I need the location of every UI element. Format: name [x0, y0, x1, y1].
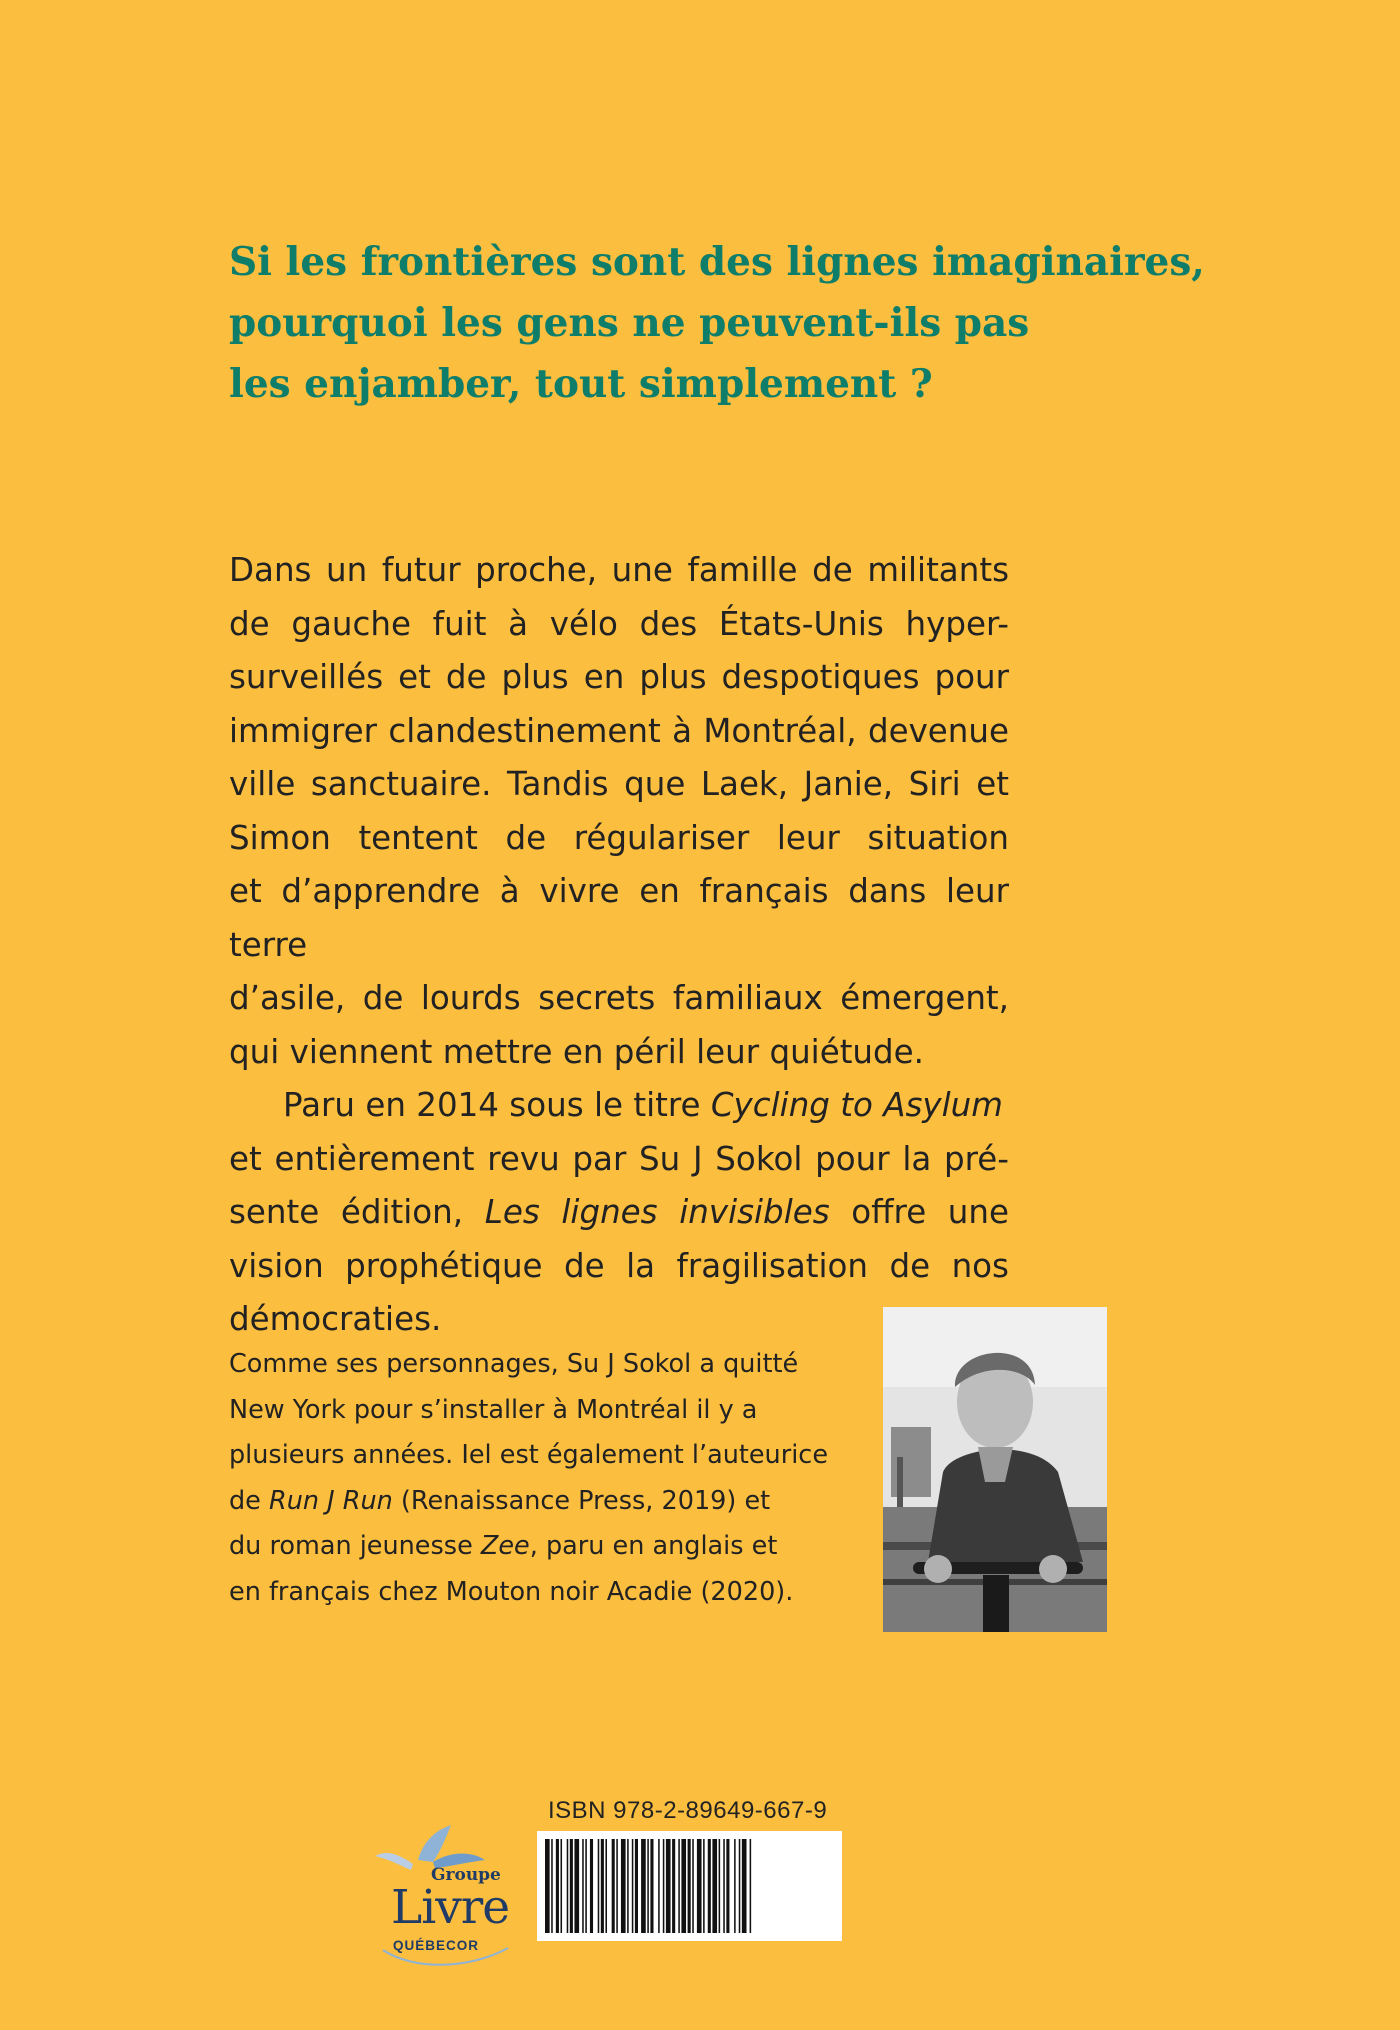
bio-line: [229, 1524, 839, 1570]
synopsis-line: démocraties.: [229, 1300, 442, 1338]
barcode-bar: [666, 1839, 671, 1933]
barcode-bar: [598, 1839, 600, 1933]
barcode-bar: [647, 1839, 649, 1933]
synopsis-line: Dans un futur proche, une famille de militants: [229, 551, 1009, 589]
barcode-bar: [561, 1839, 563, 1933]
barcode: [537, 1831, 842, 1941]
barcode-bar: [585, 1839, 587, 1933]
barcode-bar: [692, 1839, 694, 1933]
tagline: [229, 232, 1229, 415]
original-title: Cycling to Asylum: [710, 1086, 1003, 1124]
synopsis-line: vision prophétique de la fragilisation de nos: [229, 1246, 1009, 1285]
barcode-bar: [708, 1839, 711, 1933]
logo-quebecor-text: QUÉBECOR: [393, 1938, 480, 1953]
isbn-label: ISBN 978-2-89649-667-9: [548, 1797, 828, 1824]
publisher-logo: [373, 1820, 523, 1970]
synopsis-line: Simon tentent de régulariser leur situation: [229, 818, 1009, 857]
barcode-bar: [570, 1839, 573, 1933]
barcode-bar: [658, 1839, 660, 1933]
barcode-bar: [750, 1839, 752, 1933]
text-run: (Renaissance Press, 2019) et: [392, 1485, 771, 1516]
barcode-bar: [551, 1839, 553, 1933]
synopsis-line: surveillés et de plus en plus despotiques pour: [229, 658, 1009, 696]
barcode-bar: [616, 1839, 618, 1933]
bio-line: [229, 1479, 839, 1525]
barcode-bar: [556, 1839, 559, 1933]
barcode-bar: [697, 1839, 702, 1933]
barcode-bar: [612, 1839, 615, 1933]
logo-livre-text: Livre: [391, 1880, 510, 1935]
synopsis-line: de gauche fuit à vélo des États-Unis hyper-: [229, 604, 1009, 643]
barcode-bar: [681, 1839, 686, 1933]
barcode-bar: [621, 1839, 626, 1933]
bio-line: en français chez Mouton noir Acadie (2020).: [229, 1576, 794, 1607]
synopsis-line: [229, 1079, 1009, 1133]
synopsis-line: et d’apprendre à vivre en français dans leur terre: [229, 872, 1009, 964]
barcode-bar: [567, 1839, 569, 1933]
synopsis-line: immigrer clandestinement à Montréal, devenue: [229, 711, 1009, 750]
tagline-line: pourquoi les gens ne peuvent-ils pas: [229, 300, 1030, 346]
text-run: du roman jeunesse: [229, 1531, 481, 1561]
barcode-bar: [688, 1839, 691, 1933]
barcode-bar: [650, 1839, 653, 1933]
barcode-bar: [605, 1839, 607, 1933]
book-title: Run J Run: [268, 1485, 393, 1516]
barcode-bar: [574, 1839, 579, 1933]
barcode-bar: [641, 1839, 646, 1933]
synopsis-line: ville sanctuaire. Tandis que Laek, Janie, Siri et: [229, 765, 1009, 803]
synopsis-line: [229, 1186, 1009, 1240]
barcode-bar: [632, 1839, 634, 1933]
barcode-bar: [703, 1839, 705, 1933]
barcode-bar: [719, 1839, 721, 1933]
barcode-bar: [635, 1839, 638, 1933]
barcode-bar: [627, 1839, 629, 1933]
barcode-bars: [545, 1839, 834, 1933]
barcode-bar: [726, 1839, 729, 1933]
text-run: sente édition,: [229, 1193, 485, 1231]
synopsis: [229, 544, 1009, 1347]
barcode-bar: [712, 1839, 717, 1933]
barcode-bar: [601, 1839, 604, 1933]
author-photo: [883, 1307, 1107, 1632]
barcode-bar: [663, 1839, 665, 1933]
synopsis-line: et entièrement revu par Su J Sokol pour la pré-: [229, 1139, 1009, 1178]
text-run: offre une: [829, 1193, 1009, 1231]
barcode-bar: [734, 1839, 736, 1933]
bio-line: New York pour s’installer à Montréal il y a: [229, 1394, 758, 1425]
author-bio: [229, 1342, 839, 1615]
tagline-line: les enjamber, tout simplement ?: [229, 361, 933, 407]
barcode-bar: [739, 1839, 741, 1933]
barcode-bar: [678, 1839, 680, 1933]
barcode-bar: [545, 1839, 550, 1933]
synopsis-line: d’asile, de lourds secrets familiaux émergent,: [229, 979, 1009, 1017]
text-run: , paru en anglais et: [529, 1531, 778, 1561]
barcode-bar: [590, 1839, 593, 1933]
barcode-bar: [742, 1839, 747, 1933]
barcode-bar: [582, 1839, 584, 1933]
bio-line: plusieurs années. Iel est également l’auteurice: [229, 1440, 829, 1470]
book-title: Les lignes invisibles: [484, 1193, 830, 1231]
text-run: de: [229, 1485, 269, 1516]
bio-line: Comme ses personnages, Su J Sokol a quitté: [229, 1349, 799, 1379]
tagline-line: Si les frontières sont des lignes imaginaires,: [229, 239, 1205, 285]
author-photo-illustration: [883, 1307, 1107, 1632]
book-title: Zee: [480, 1531, 530, 1561]
text-run: Paru en 2014 sous le titre: [283, 1086, 711, 1124]
barcode-bar: [723, 1839, 725, 1933]
logo-groupe-text: Groupe: [431, 1865, 501, 1885]
synopsis-line: qui viennent mettre en péril leur quiétude.: [229, 1032, 924, 1071]
barcode-bar: [672, 1839, 675, 1933]
